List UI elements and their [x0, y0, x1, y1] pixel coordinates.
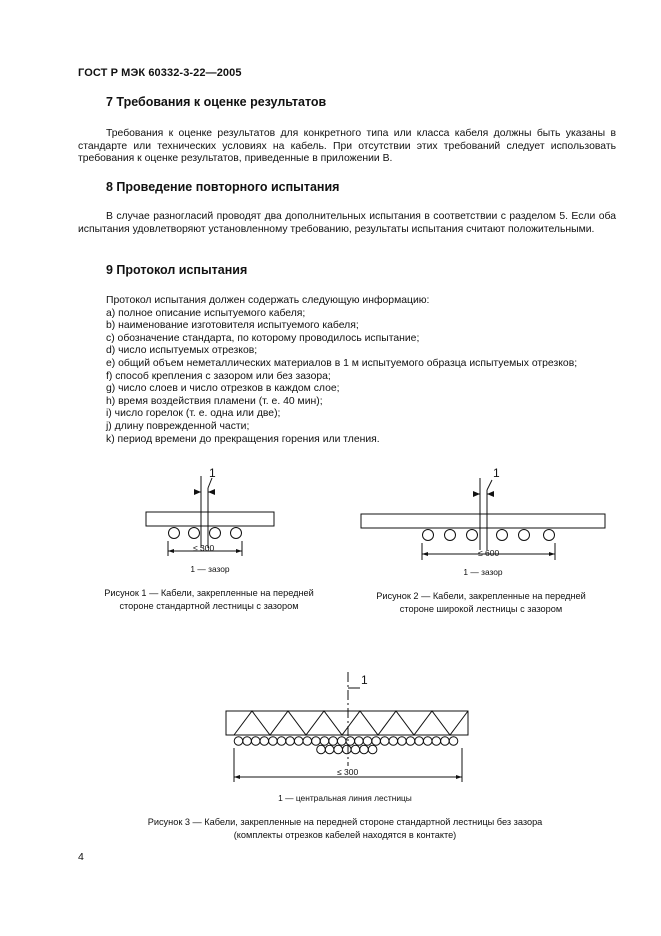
figure-1-dimension: ≤ 300 [193, 543, 215, 553]
figure-3-legend: 1 — центральная линия лестницы [278, 793, 412, 803]
figure-3-cable [406, 737, 415, 746]
figure-3-cable [415, 737, 424, 746]
list-item: j) длину поврежденной части; [106, 420, 250, 432]
section-8-text: В случае разногласий проводят два дополнительных испытания в соответствии с разделом 5. Если оба испытания удовлетворяют установленному требованию, результаты испытания считают положительными. [78, 211, 616, 235]
figure-3-cable [325, 745, 334, 754]
figure-3-cable [329, 737, 338, 746]
figure-2-legend: 1 — зазор [463, 567, 503, 577]
figure-3-cable [251, 737, 260, 746]
figure-3-cable [380, 737, 389, 746]
figure-3-cable [269, 737, 278, 746]
section-8-heading: 8 Проведение повторного испытания [106, 180, 340, 194]
list-item: h) время воздействия пламени (т. е. 40 мин); [106, 395, 323, 407]
figure-3-cable [343, 745, 352, 754]
list-item: a) полное описание испытуемого кабеля; [106, 307, 306, 319]
figure-1-cable [189, 528, 200, 539]
figure-3-cable [277, 737, 286, 746]
section-7-heading: 7 Требования к оценке результатов [106, 95, 327, 109]
figure-2-cable [497, 530, 508, 541]
figure-2-caption-line: стороне широкой лестницы с зазором [399, 604, 563, 614]
figure-3-caption-line: Рисунок 3 — Кабели, закрепленные на передней стороне стандартной лестницы без зазора [147, 817, 543, 827]
figure-3-cable [260, 737, 269, 746]
figure-3-caption-line: (комплекты отрезков кабелей находятся в контакте) [233, 830, 457, 840]
figure-2-cable [423, 530, 434, 541]
figure-3-cable [317, 745, 326, 754]
figure-3-marker: 1 [361, 673, 368, 687]
figure-3-cable [432, 737, 441, 746]
figure-3-cable [294, 737, 303, 746]
figure-3-cable [368, 745, 377, 754]
figure-3-cable [303, 737, 312, 746]
list-item: k) период времени до прекращения горения или тления. [106, 433, 380, 445]
figure-3-cable [286, 737, 295, 746]
figure-2-cable [445, 530, 456, 541]
figure-3-cable [363, 737, 372, 746]
figure-3-dimension: ≤ 300 [337, 767, 359, 777]
figure-3-cable [355, 737, 364, 746]
list-item: c) обозначение стандарта, по которому проводилось испытание; [106, 332, 420, 344]
figure-3-cable [423, 737, 432, 746]
figure-1-caption-line: стороне стандартной лестницы с зазором [119, 601, 299, 611]
figure-1-caption-line: Рисунок 1 — Кабели, закрепленные на передней [104, 588, 314, 598]
page-number: 4 [78, 851, 84, 863]
figure-2-cable [544, 530, 555, 541]
document-header: ГОСТ Р МЭК 60332-3-22—2005 [78, 67, 242, 79]
figure-3-cable [360, 745, 369, 754]
list-item: i) число горелок (т. е. одна или две); [106, 408, 281, 420]
list-item: b) наименование изготовителя испытуемого кабеля; [106, 320, 359, 332]
figure-1-caption [88, 587, 330, 613]
figure-1-legend: 1 — зазор [190, 564, 230, 574]
figure-3-cable [351, 745, 360, 754]
figure-1-cable [210, 528, 221, 539]
figure-3-ladder-rail [226, 711, 468, 735]
figure-1-cable [231, 528, 242, 539]
figure-3-cable [389, 737, 398, 746]
figure-3-cable [234, 737, 243, 746]
figure-2-caption-line: Рисунок 2 — Кабели, закрепленные на передней [376, 591, 586, 601]
figure-1-cable [169, 528, 180, 539]
figure-3-truss [234, 711, 468, 735]
figure-3-drawing [226, 672, 468, 782]
figure-3-cable [372, 737, 381, 746]
figure-1-marker: 1 [209, 466, 216, 480]
figure-2-ladder-rung [361, 514, 605, 528]
figure-2-caption [357, 590, 605, 616]
figure-2-marker: 1 [493, 466, 500, 480]
section-9-heading: 9 Протокол испытания [106, 263, 248, 277]
figure-3-cable [398, 737, 407, 746]
list-item: f) способ крепления с зазором или без зазора; [106, 370, 331, 382]
figure-3-cable [334, 745, 343, 754]
figure-3-cable [337, 737, 346, 746]
figure-2-cable [519, 530, 530, 541]
figure-3-cable [441, 737, 450, 746]
figure-2-cable [467, 530, 478, 541]
list-item: e) общий объем неметаллических материалов в 1 м испытуемого образца испытуемых отрезков; [106, 357, 578, 369]
list-item: d) число испытуемых отрезков; [106, 345, 258, 357]
list-item: g) число слоев и число отрезков в каждом слое; [106, 383, 340, 395]
report-list-intro: Протокол испытания должен содержать следующую информацию: [106, 295, 430, 306]
figure-3-caption [90, 816, 600, 842]
section-7-text: Требования к оценке результатов для конкретного типа или класса кабеля должны быть указаны в стандарте или технических условиях на кабель. При отсутствии этих требований следует использовать требования к оценке результатов, приведенные в приложении В. [78, 128, 616, 165]
figure-3-cable [243, 737, 252, 746]
figure-3-cable [346, 737, 355, 746]
figure-3-cable [320, 737, 329, 746]
figure-2-dimension: ≤ 600 [478, 548, 500, 558]
figure-1-ladder-rung [146, 512, 274, 526]
figure-3-cable [312, 737, 321, 746]
figure-3-cable [449, 737, 458, 746]
